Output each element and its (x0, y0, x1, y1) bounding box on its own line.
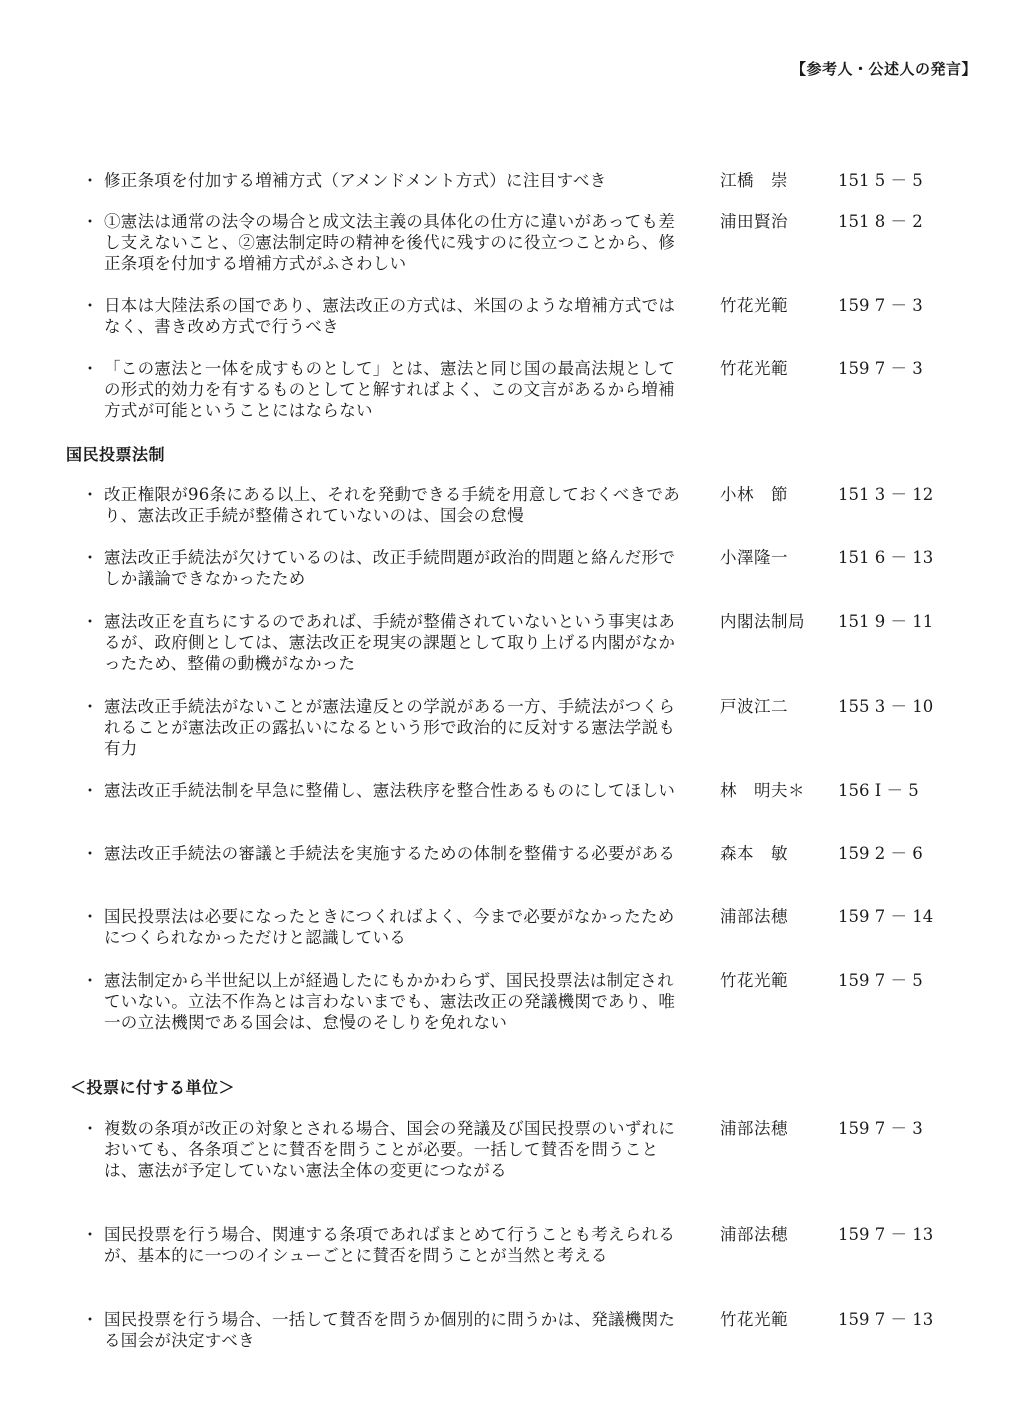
statement-text: 憲法改正手続法がないことが憲法違反との学説がある一方、手続法がつくられることが憲法改正の露払いになるという形で政治的に反対する憲法学説も有力 (104, 697, 676, 758)
speaker-name: 竹花光範 (720, 296, 788, 315)
statement-text: 憲法改正を直ちにするのであれば、手続が整備されていないという事実はあるが、政府側としては、憲法改正を現実の課題として取り上げる内閣がなかったため、整備の動機がなかった (104, 612, 676, 673)
bullet: ・ (82, 612, 99, 631)
bullet: ・ (82, 296, 99, 315)
statement-text: 改正権限が96条にある以上、それを発動できる手続を用意しておくべきであり、憲法改正手続が整備されていないのは、国会の怠慢 (104, 485, 680, 525)
speaker-name: 小林 節 (720, 485, 788, 504)
speaker-name: 浦部法穂 (720, 907, 788, 926)
session-reference: 156 Ⅰ － 5 (838, 781, 919, 800)
speaker-name: 浦部法穂 (720, 1225, 788, 1244)
section-heading: 国民投票法制 (66, 445, 166, 464)
statement-text: 国民投票を行う場合、一括して賛否を問うか個別的に問うかは、発議機関たる国会が決定すべき (104, 1310, 676, 1350)
speaker-name: 林 明夫＊ (720, 781, 805, 800)
session-reference: 159 7 － 13 (838, 1310, 934, 1329)
speaker-name: 竹花光範 (720, 359, 788, 378)
bullet: ・ (82, 485, 99, 504)
section-heading: ＜投票に付する単位＞ (70, 1078, 236, 1097)
session-reference: 151 8 － 2 (838, 212, 923, 231)
bullet: ・ (82, 971, 99, 990)
page-header: 【参考人・公述人の発言】 (790, 60, 977, 78)
bullet: ・ (82, 781, 99, 800)
session-reference: 151 5 － 5 (838, 171, 923, 190)
session-reference: 159 7 － 3 (838, 359, 923, 378)
session-reference: 151 3 － 12 (838, 485, 934, 504)
bullet: ・ (82, 1225, 99, 1244)
session-reference: 159 7 － 3 (838, 296, 923, 315)
statement-text: 日本は大陸法系の国であり、憲法改正の方式は、米国のような増補方式ではなく、書き改め方式で行うべき (104, 296, 676, 336)
speaker-name: 小澤隆一 (720, 548, 788, 567)
statement-text: 憲法改正手続法の審議と手続法を実施するための体制を整備する必要がある (104, 844, 676, 863)
session-reference: 155 3 － 10 (838, 697, 934, 716)
session-reference: 151 9 － 11 (838, 612, 934, 631)
speaker-name: 浦部法穂 (720, 1119, 788, 1138)
statement-text: 修正条項を付加する増補方式（アメンドメント方式）に注目すべき (104, 171, 607, 190)
session-reference: 159 7 － 14 (838, 907, 934, 926)
bullet: ・ (82, 171, 99, 190)
bullet: ・ (82, 907, 99, 926)
speaker-name: 戸波江二 (720, 697, 788, 716)
statement-text: 「この憲法と一体を成すものとして」とは、憲法と同じ国の最高法規としての形式的効力を有するものとしてと解すればよく、この文言があるから増補方式が可能ということにはならない (104, 359, 676, 420)
statement-text: 複数の条項が改正の対象とされる場合、国会の発議及び国民投票のいずれにおいても、各条項ごとに賛否を問うことが必要。一括して賛否を問うことは、憲法が予定していない憲法全体の変更につながる (104, 1119, 676, 1180)
session-reference: 159 7 － 13 (838, 1225, 934, 1244)
statement-text: 憲法改正手続法が欠けているのは、改正手続問題が政治的問題と絡んだ形でしか議論できなかったため (104, 548, 676, 588)
statement-text: 憲法制定から半世紀以上が経過したにもかかわらず、国民投票法は制定されていない。立法不作為とは言わないまでも、憲法改正の発議機関であり、唯一の立法機関である国会は、怠慢のそしりを免れない (104, 971, 676, 1032)
bullet: ・ (82, 1310, 99, 1329)
bullet: ・ (82, 548, 99, 567)
bullet: ・ (82, 844, 99, 863)
session-reference: 159 2 － 6 (838, 844, 923, 863)
session-reference: 159 7 － 3 (838, 1119, 923, 1138)
bullet: ・ (82, 359, 99, 378)
session-reference: 159 7 － 5 (838, 971, 923, 990)
statement-text: 憲法改正手続法制を早急に整備し、憲法秩序を整合性あるものにしてほしい (104, 781, 676, 800)
speaker-name: 竹花光範 (720, 1310, 788, 1329)
speaker-name: 森本 敏 (720, 844, 788, 863)
speaker-name: 内閣法制局 (720, 612, 805, 631)
statement-text: ①憲法は通常の法令の場合と成文法主義の具体化の仕方に違いがあっても差し支えないこと、②憲法制定時の精神を後代に残すのに役立つことから、修正条項を付加する増補方式がふさわしい (104, 212, 676, 273)
speaker-name: 江橋 崇 (720, 171, 788, 190)
speaker-name: 浦田賢治 (720, 212, 788, 231)
bullet: ・ (82, 1119, 99, 1138)
bullet: ・ (82, 697, 99, 716)
bullet: ・ (82, 212, 99, 231)
statement-text: 国民投票を行う場合、関連する条項であればまとめて行うことも考えられるが、基本的に一つのイシューごとに賛否を問うことが当然と考える (104, 1225, 676, 1265)
speaker-name: 竹花光範 (720, 971, 788, 990)
statement-text: 国民投票法は必要になったときにつくればよく、今まで必要がなかったためにつくられなかっただけと認識している (104, 907, 675, 947)
session-reference: 151 6 － 13 (838, 548, 934, 567)
